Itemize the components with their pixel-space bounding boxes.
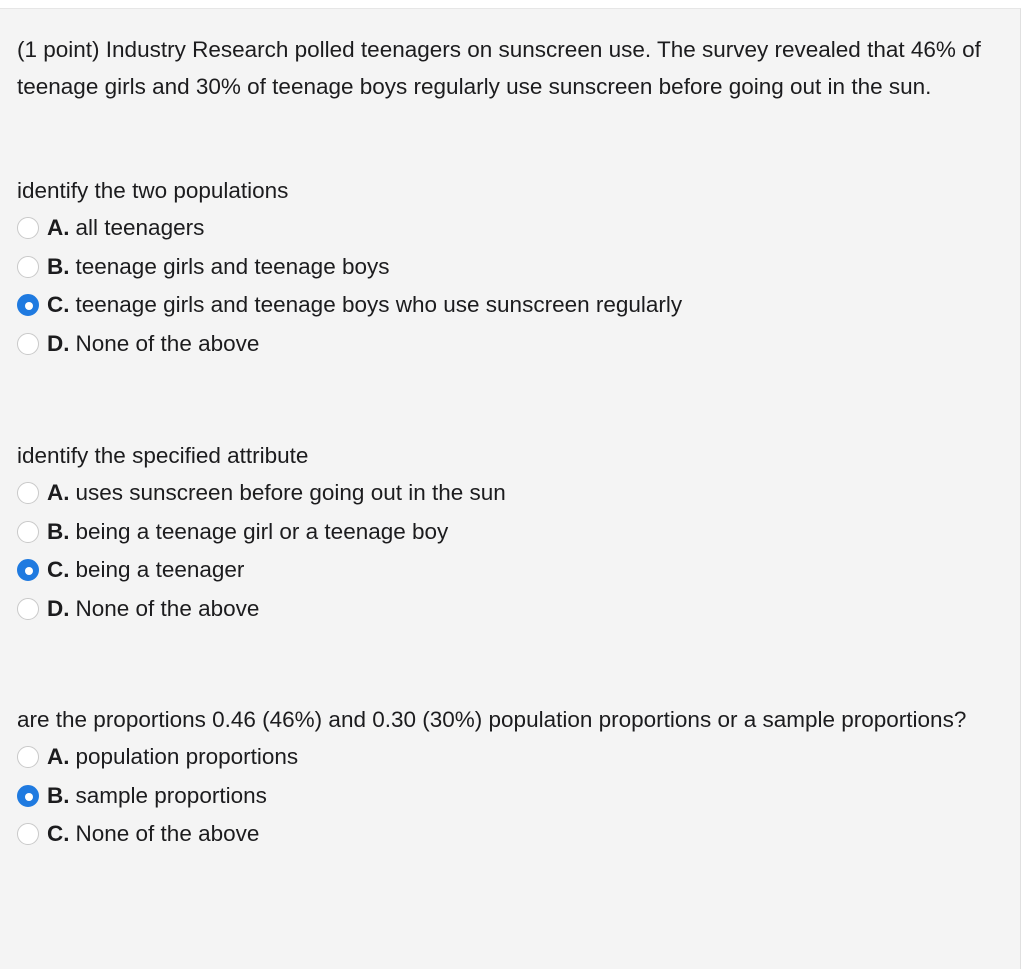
radio-button[interactable] [17, 333, 39, 355]
option-label: None of the above [75, 821, 260, 847]
radio-button-selected[interactable] [17, 559, 39, 581]
radio-button[interactable] [17, 217, 39, 239]
option-letter: B. [47, 253, 70, 279]
option-label: being a teenage girl or a teenage boy [75, 518, 449, 544]
option-letter: B. [47, 782, 70, 808]
option-c[interactable] [17, 551, 992, 590]
option-label: None of the above [75, 330, 260, 356]
radio-button[interactable] [17, 521, 39, 543]
option-label: teenage girls and teenage boys who use sunscreen regularly [75, 292, 683, 318]
option-label: teenage girls and teenage boys [75, 253, 390, 279]
question-attribute [17, 437, 992, 628]
option-c[interactable] [17, 286, 992, 325]
option-c[interactable] [17, 815, 992, 854]
radio-button[interactable] [17, 598, 39, 620]
radio-button-selected[interactable] [17, 294, 39, 316]
option-label: uses sunscreen before going out in the sun [75, 480, 506, 506]
option-a[interactable] [17, 474, 992, 513]
option-letter: C. [47, 292, 70, 318]
option-a[interactable] [17, 209, 992, 248]
question-proportions [17, 701, 992, 854]
question-prompt: are the proportions 0.46 (46%) and 0.30 (30%) population proportions or a sample proportions? [17, 707, 967, 732]
option-letter: B. [47, 518, 70, 544]
option-letter: A. [47, 215, 70, 241]
problem-statement: (1 point) Industry Research polled teenagers on sunscreen use. The survey revealed that 46% of teenage girls and 30% of teenage boys regularly use sunscreen before going out in the sun. [17, 37, 981, 99]
option-b[interactable] [17, 248, 992, 287]
option-letter: C. [47, 821, 70, 847]
question-populations [17, 172, 992, 363]
option-a[interactable] [17, 738, 992, 777]
option-d[interactable] [17, 325, 992, 364]
radio-button-selected[interactable] [17, 785, 39, 807]
option-label: population proportions [75, 744, 299, 770]
option-label: None of the above [75, 595, 260, 621]
option-letter: D. [47, 330, 70, 356]
option-d[interactable] [17, 590, 992, 629]
option-b[interactable] [17, 777, 992, 816]
option-label: all teenagers [75, 215, 205, 241]
option-letter: A. [47, 480, 70, 506]
question-prompt: identify the two populations [17, 178, 289, 203]
question-prompt: identify the specified attribute [17, 443, 309, 468]
option-letter: C. [47, 557, 70, 583]
radio-button[interactable] [17, 823, 39, 845]
option-label: being a teenager [75, 557, 245, 583]
option-letter: D. [47, 595, 70, 621]
radio-button[interactable] [17, 256, 39, 278]
option-letter: A. [47, 744, 70, 770]
question-panel [0, 8, 1021, 969]
option-label: sample proportions [75, 782, 267, 808]
radio-button[interactable] [17, 482, 39, 504]
option-b[interactable] [17, 513, 992, 552]
radio-button[interactable] [17, 746, 39, 768]
